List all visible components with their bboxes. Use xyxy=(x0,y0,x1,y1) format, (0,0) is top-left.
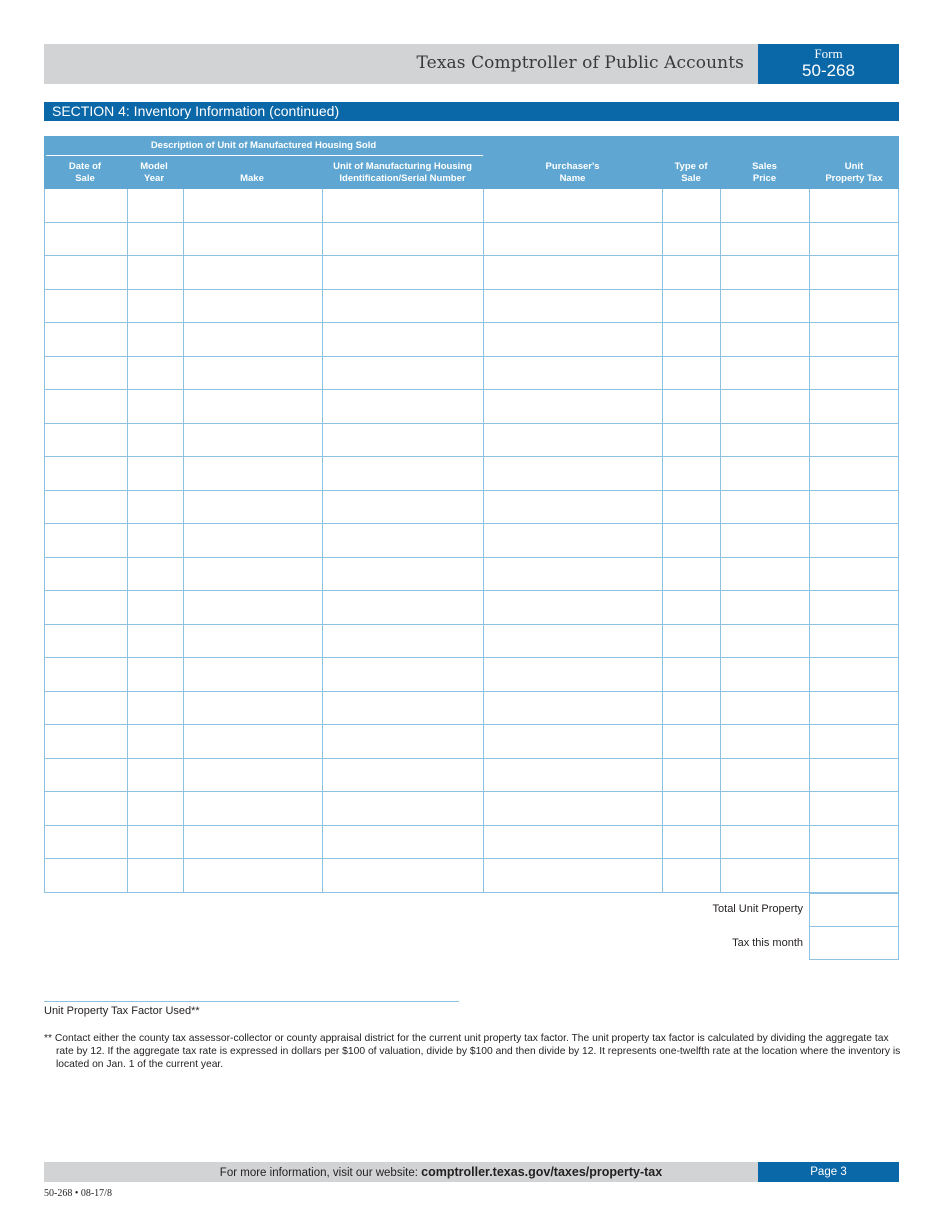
page-number: Page 3 xyxy=(758,1162,899,1182)
form-number-box xyxy=(758,44,899,84)
table-row-divider xyxy=(45,657,898,658)
footer-bar xyxy=(44,1162,758,1182)
column-header-make: Make xyxy=(240,173,264,184)
column-header-serial-number: Unit of Manufacturing Housing Identification/Serial Number xyxy=(333,161,472,184)
tax-this-month-label: Tax this month xyxy=(732,937,803,949)
inventory-table-body[interactable] xyxy=(44,189,899,893)
table-row-divider xyxy=(45,356,898,357)
section-title: SECTION 4: Inventory Information (continued) xyxy=(44,102,899,121)
header-bar xyxy=(44,44,758,84)
column-divider xyxy=(809,189,810,892)
table-row-divider xyxy=(45,858,898,859)
table-row-divider xyxy=(45,456,898,457)
table-row-divider xyxy=(45,791,898,792)
table-row-divider xyxy=(45,691,898,692)
form-revision: 50-268 • 08-17/8 xyxy=(44,1188,112,1199)
total-unit-property-label: Total Unit Property xyxy=(712,903,803,915)
table-row-divider xyxy=(45,724,898,725)
footnote: ** Contact either the county tax assessor-collector or county appraisal district for the current unit property tax factor. The unit property tax factor is calculated by dividing the aggregate tax rate by 12. If the aggregate tax rate is expressed in dollars per $100 of valuation, divide by $100 and then divide by 12. It represents one-twelfth rate at the location where the inventory is located on Jan. 1 of the current year. xyxy=(44,1033,901,1070)
column-header-purchaser-name: Purchaser's Name xyxy=(545,161,600,184)
table-row-divider xyxy=(45,423,898,424)
agency-title: Texas Comptroller of Public Accounts xyxy=(416,53,744,73)
website-link[interactable]: comptroller.texas.gov/taxes/property-tax xyxy=(421,1165,663,1179)
table-row-divider xyxy=(45,624,898,625)
tax-this-month-field[interactable] xyxy=(809,926,899,960)
column-header-sales-price: Sales Price xyxy=(752,161,777,184)
table-row-divider xyxy=(45,557,898,558)
column-header-model-year: Model Year xyxy=(140,161,168,184)
tax-factor-label: Unit Property Tax Factor Used** xyxy=(44,1005,200,1017)
table-row-divider xyxy=(45,590,898,591)
footer-prefix: For more information, visit our website: xyxy=(219,1167,418,1179)
group-divider xyxy=(46,155,483,156)
table-row-divider xyxy=(45,523,898,524)
column-divider xyxy=(483,189,484,892)
table-header xyxy=(44,136,899,189)
column-header-unit-property-tax: Unit Property Tax xyxy=(825,161,883,184)
column-divider xyxy=(322,189,323,892)
column-divider xyxy=(662,189,663,892)
table-row-divider xyxy=(45,389,898,390)
table-row-divider xyxy=(45,490,898,491)
tax-factor-field[interactable] xyxy=(44,1001,459,1002)
column-divider xyxy=(720,189,721,892)
form-number: 50-268 xyxy=(802,61,855,80)
table-row-divider xyxy=(45,322,898,323)
table-row-divider xyxy=(45,255,898,256)
table-row-divider xyxy=(45,222,898,223)
column-header-date-of-sale: Date of Sale xyxy=(68,161,102,184)
column-header-type-of-sale: Type of Sale xyxy=(674,161,708,184)
column-divider xyxy=(127,189,128,892)
total-unit-property-field[interactable] xyxy=(809,893,899,927)
table-row-divider xyxy=(45,758,898,759)
group-header: Description of Unit of Manufactured Housing Sold xyxy=(150,140,377,151)
table-row-divider xyxy=(45,825,898,826)
column-divider xyxy=(183,189,184,892)
table-row-divider xyxy=(45,289,898,290)
form-label: Form xyxy=(814,46,843,61)
